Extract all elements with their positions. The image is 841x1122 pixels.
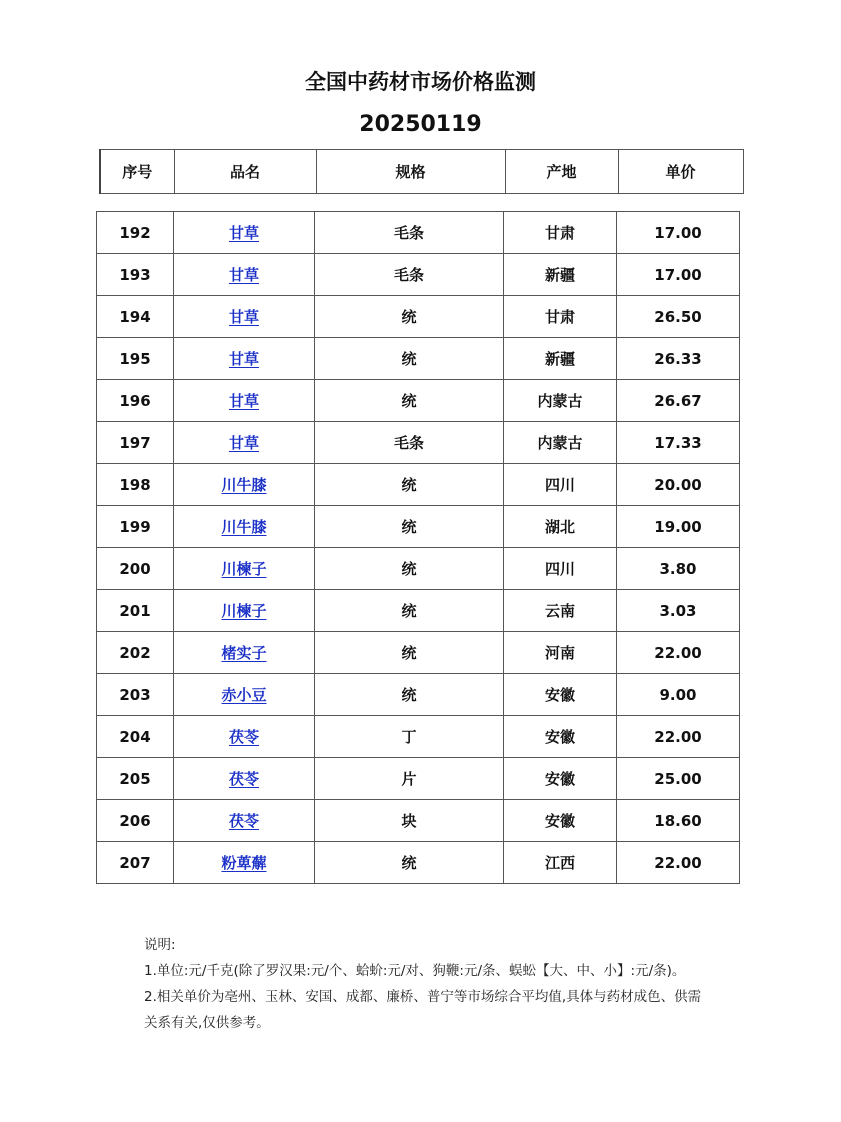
header-price: 单价 bbox=[618, 150, 743, 194]
row-no-cell: 205 bbox=[97, 758, 174, 800]
row-no-cell: 200 bbox=[97, 548, 174, 590]
row-origin-cell: 江西 bbox=[504, 842, 617, 884]
herb-name-link[interactable]: 粉萆薢 bbox=[221, 854, 267, 872]
table-row bbox=[97, 338, 740, 380]
herb-name-link[interactable]: 川牛膝 bbox=[221, 518, 267, 536]
row-name-cell bbox=[174, 212, 315, 254]
row-origin-cell: 湖北 bbox=[504, 506, 617, 548]
notes bbox=[144, 932, 704, 1036]
row-spec-cell: 统 bbox=[315, 506, 504, 548]
table-row bbox=[97, 212, 740, 254]
row-name-cell bbox=[174, 590, 315, 632]
row-price-cell: 20.00 bbox=[617, 464, 740, 506]
row-no-cell: 196 bbox=[97, 380, 174, 422]
herb-name-link[interactable]: 茯苓 bbox=[228, 770, 259, 788]
row-price-cell: 17.00 bbox=[617, 212, 740, 254]
row-price-cell: 22.00 bbox=[617, 842, 740, 884]
herb-name-link[interactable]: 楮实子 bbox=[221, 644, 267, 662]
row-spec-cell: 毛条 bbox=[315, 254, 504, 296]
table-row bbox=[97, 590, 740, 632]
row-price-cell: 26.67 bbox=[617, 380, 740, 422]
notes-heading: 说明: bbox=[144, 937, 176, 953]
table-row bbox=[97, 674, 740, 716]
row-price-cell: 3.03 bbox=[617, 590, 740, 632]
notes-line-2: 2.相关单价为亳州、玉林、安国、成都、廉桥、普宁等市场综合平均值,具体与药材成色、供需关系有关,仅供参考。 bbox=[144, 989, 702, 1031]
row-name-cell bbox=[174, 254, 315, 296]
row-spec-cell: 统 bbox=[315, 590, 504, 632]
header-spec: 规格 bbox=[316, 150, 505, 194]
row-name-cell bbox=[174, 296, 315, 338]
row-price-cell: 3.80 bbox=[617, 548, 740, 590]
row-no-cell: 197 bbox=[97, 422, 174, 464]
row-no-cell: 195 bbox=[97, 338, 174, 380]
row-name-cell bbox=[174, 758, 315, 800]
row-price-cell: 26.33 bbox=[617, 338, 740, 380]
table-row bbox=[97, 758, 740, 800]
row-price-cell: 22.00 bbox=[617, 632, 740, 674]
row-name-cell bbox=[174, 506, 315, 548]
row-no-cell: 204 bbox=[97, 716, 174, 758]
row-spec-cell: 统 bbox=[315, 338, 504, 380]
row-no-cell: 206 bbox=[97, 800, 174, 842]
header-name: 品名 bbox=[174, 150, 316, 194]
herb-name-link[interactable]: 川楝子 bbox=[221, 560, 267, 578]
row-price-cell: 26.50 bbox=[617, 296, 740, 338]
notes-line-1: 1.单位:元/千克(除了罗汉果:元/个、蛤蚧:元/对、狗鞭:元/条、蜈蚣【大、中、小】:元/条)。 bbox=[144, 963, 686, 979]
row-no-cell: 201 bbox=[97, 590, 174, 632]
row-no-cell: 194 bbox=[97, 296, 174, 338]
row-no-cell: 203 bbox=[97, 674, 174, 716]
row-spec-cell: 统 bbox=[315, 548, 504, 590]
row-name-cell bbox=[174, 800, 315, 842]
row-name-cell bbox=[174, 842, 315, 884]
row-origin-cell: 甘肃 bbox=[504, 212, 617, 254]
row-spec-cell: 统 bbox=[315, 842, 504, 884]
row-origin-cell: 安徽 bbox=[504, 758, 617, 800]
row-name-cell bbox=[174, 674, 315, 716]
table-row bbox=[97, 800, 740, 842]
row-origin-cell: 安徽 bbox=[504, 674, 617, 716]
row-origin-cell: 内蒙古 bbox=[504, 422, 617, 464]
table-row bbox=[97, 380, 740, 422]
row-name-cell bbox=[174, 716, 315, 758]
table-row bbox=[97, 296, 740, 338]
row-spec-cell: 统 bbox=[315, 464, 504, 506]
herb-name-link[interactable]: 甘草 bbox=[228, 308, 259, 326]
row-spec-cell: 统 bbox=[315, 380, 504, 422]
row-spec-cell: 毛条 bbox=[315, 422, 504, 464]
table-row bbox=[97, 506, 740, 548]
table-row bbox=[97, 254, 740, 296]
row-spec-cell: 丁 bbox=[315, 716, 504, 758]
row-spec-cell: 统 bbox=[315, 632, 504, 674]
row-name-cell bbox=[174, 338, 315, 380]
table-row bbox=[97, 842, 740, 884]
row-price-cell: 18.60 bbox=[617, 800, 740, 842]
herb-name-link[interactable]: 川楝子 bbox=[221, 602, 267, 620]
herb-name-link[interactable]: 甘草 bbox=[228, 392, 259, 410]
herb-name-link[interactable]: 甘草 bbox=[228, 350, 259, 368]
row-origin-cell: 河南 bbox=[504, 632, 617, 674]
row-name-cell bbox=[174, 632, 315, 674]
row-origin-cell: 新疆 bbox=[504, 254, 617, 296]
herb-name-link[interactable]: 川牛膝 bbox=[221, 476, 267, 494]
table-row bbox=[97, 422, 740, 464]
herb-name-link[interactable]: 赤小豆 bbox=[221, 686, 267, 704]
row-origin-cell: 云南 bbox=[504, 590, 617, 632]
row-no-cell: 199 bbox=[97, 506, 174, 548]
table-row bbox=[97, 464, 740, 506]
row-spec-cell: 片 bbox=[315, 758, 504, 800]
row-price-cell: 25.00 bbox=[617, 758, 740, 800]
row-price-cell: 17.33 bbox=[617, 422, 740, 464]
row-spec-cell: 毛条 bbox=[315, 212, 504, 254]
row-name-cell bbox=[174, 380, 315, 422]
row-no-cell: 207 bbox=[97, 842, 174, 884]
row-origin-cell: 安徽 bbox=[504, 716, 617, 758]
table-row bbox=[97, 548, 740, 590]
row-spec-cell: 统 bbox=[315, 674, 504, 716]
row-origin-cell: 新疆 bbox=[504, 338, 617, 380]
herb-name-link[interactable]: 茯苓 bbox=[228, 728, 259, 746]
row-origin-cell: 安徽 bbox=[504, 800, 617, 842]
price-table-header bbox=[99, 149, 744, 194]
row-no-cell: 192 bbox=[97, 212, 174, 254]
page-title: 全国中药材市场价格监测 bbox=[305, 70, 536, 94]
herb-name-link[interactable]: 甘草 bbox=[228, 434, 259, 452]
row-price-cell: 17.00 bbox=[617, 254, 740, 296]
header-no: 序号 bbox=[100, 150, 174, 194]
row-price-cell: 19.00 bbox=[617, 506, 740, 548]
row-spec-cell: 块 bbox=[315, 800, 504, 842]
row-price-cell: 22.00 bbox=[617, 716, 740, 758]
table-row bbox=[97, 716, 740, 758]
row-no-cell: 202 bbox=[97, 632, 174, 674]
herb-name-link[interactable]: 茯苓 bbox=[228, 812, 259, 830]
report-date: 20250119 bbox=[359, 112, 482, 137]
row-origin-cell: 四川 bbox=[504, 464, 617, 506]
row-origin-cell: 内蒙古 bbox=[504, 380, 617, 422]
row-name-cell bbox=[174, 548, 315, 590]
row-origin-cell: 四川 bbox=[504, 548, 617, 590]
price-table bbox=[96, 211, 740, 884]
row-no-cell: 198 bbox=[97, 464, 174, 506]
row-spec-cell: 统 bbox=[315, 296, 504, 338]
table-row bbox=[97, 632, 740, 674]
herb-name-link[interactable]: 甘草 bbox=[228, 266, 259, 284]
header-origin: 产地 bbox=[505, 150, 618, 194]
row-name-cell bbox=[174, 422, 315, 464]
row-name-cell bbox=[174, 464, 315, 506]
herb-name-link[interactable]: 甘草 bbox=[228, 224, 259, 242]
row-origin-cell: 甘肃 bbox=[504, 296, 617, 338]
row-price-cell: 9.00 bbox=[617, 674, 740, 716]
row-no-cell: 193 bbox=[97, 254, 174, 296]
